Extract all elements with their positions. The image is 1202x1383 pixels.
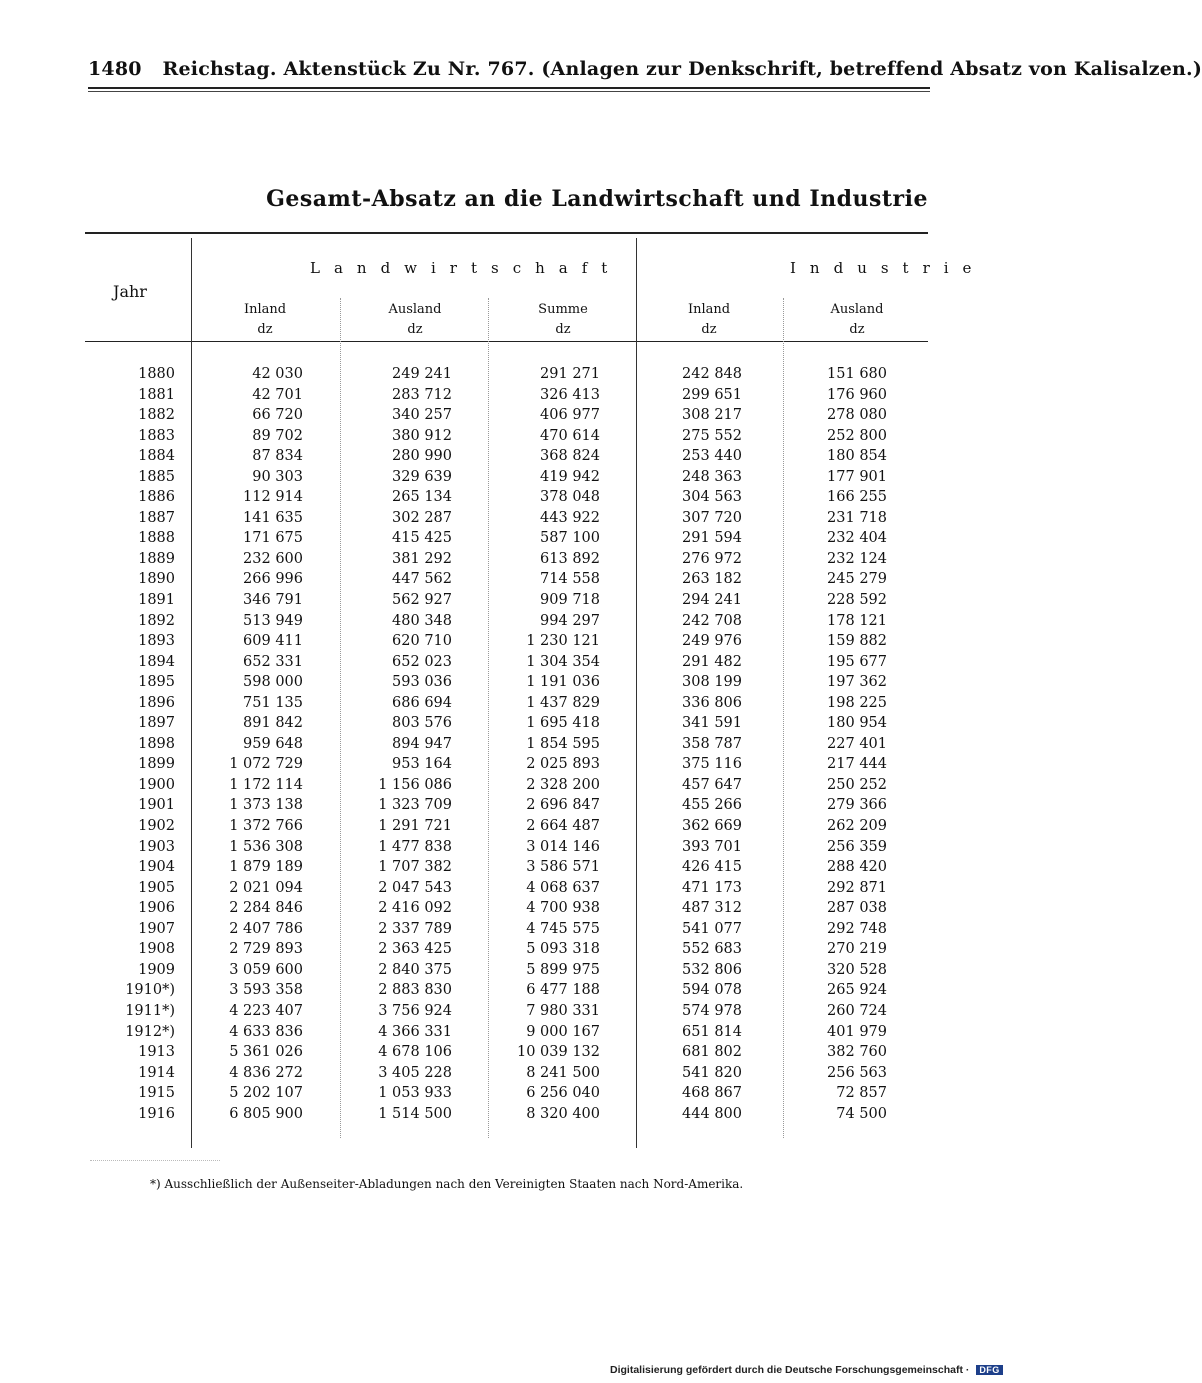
cell-l-inland: 513 949: [243, 612, 303, 629]
cell-l-ausland: 2 047 543: [378, 879, 452, 896]
cell-l-ausland: 1 477 838: [378, 838, 452, 855]
cell-l-ausland: 593 036: [392, 674, 452, 691]
table-row: [85, 713, 928, 734]
cell-l-summe: 368 824: [540, 448, 600, 465]
cell-l-inland: 2 284 846: [229, 900, 303, 917]
cell-l-inland: 1 072 729: [229, 756, 303, 773]
cell-l-ausland: 953 164: [392, 756, 452, 773]
cell-i-ausland: 288 420: [827, 859, 887, 876]
table-body: [85, 364, 928, 1124]
table-row: [85, 960, 928, 981]
table-row: [85, 1022, 928, 1043]
table-row: [85, 693, 928, 714]
cell-l-summe: 419 942: [540, 468, 600, 485]
cell-l-ausland: 340 257: [392, 407, 452, 424]
cell-year: 1915: [138, 1085, 175, 1102]
cell-l-inland: 6 805 900: [229, 1105, 303, 1122]
cell-year: 1897: [138, 715, 175, 732]
cell-year: 1882: [138, 407, 175, 424]
cell-l-inland: 4 223 407: [229, 1002, 303, 1019]
cell-i-inland: 307 720: [682, 509, 742, 526]
cell-i-ausland: 195 677: [827, 653, 887, 670]
cell-i-ausland: 231 718: [827, 509, 887, 526]
table-row: [85, 857, 928, 878]
cell-l-summe: 1 695 418: [526, 715, 600, 732]
cell-l-summe: 909 718: [540, 592, 600, 609]
cell-l-summe: 9 000 167: [526, 1023, 600, 1040]
cell-l-summe: 1 191 036: [526, 674, 600, 691]
cell-l-ausland: 1 053 933: [378, 1085, 452, 1102]
cell-l-summe: 994 297: [540, 612, 600, 629]
column-header: [205, 300, 325, 340]
table-title: Gesamt-Absatz an die Landwirtschaft und Industrie: [266, 186, 928, 212]
cell-l-ausland: 652 023: [392, 653, 452, 670]
cell-year: 1891: [138, 592, 175, 609]
cell-i-ausland: 262 209: [827, 818, 887, 835]
column-label: Inland: [243, 302, 287, 317]
cell-l-summe: 3 586 571: [526, 859, 600, 876]
cell-year: 1913: [138, 1044, 175, 1061]
cell-l-inland: 3 059 600: [229, 961, 303, 978]
cell-l-ausland: 1 707 382: [378, 859, 452, 876]
cell-i-inland: 291 594: [682, 530, 742, 547]
column-header: [503, 300, 623, 340]
cell-l-inland: 66 720: [252, 407, 303, 424]
table-row: [85, 611, 928, 632]
cell-l-ausland: 2 363 425: [378, 941, 452, 958]
cell-l-ausland: 894 947: [392, 735, 452, 752]
cell-i-ausland: 232 124: [827, 550, 887, 567]
header-rule-thin: [88, 91, 930, 92]
cell-l-inland: 90 303: [252, 468, 303, 485]
cell-l-ausland: 302 287: [392, 509, 452, 526]
table-row: [85, 508, 928, 529]
cell-l-inland: 1 879 189: [229, 859, 303, 876]
cell-i-ausland: 166 255: [827, 489, 887, 506]
cell-i-ausland: 180 854: [827, 448, 887, 465]
cell-year: 1895: [138, 674, 175, 691]
cell-l-summe: 8 320 400: [526, 1105, 600, 1122]
cell-i-inland: 299 651: [682, 386, 742, 403]
cell-year: 1881: [138, 386, 175, 403]
cell-year: 1885: [138, 468, 175, 485]
table-row: [85, 1042, 928, 1063]
cell-i-inland: 532 806: [682, 961, 742, 978]
column-unit: dz: [407, 322, 423, 337]
cell-l-inland: 2 021 094: [229, 879, 303, 896]
cell-l-ausland: 249 241: [392, 366, 452, 382]
cell-l-inland: 609 411: [243, 633, 303, 650]
cell-i-ausland: 250 252: [827, 776, 887, 793]
cell-l-ausland: 1 323 709: [378, 797, 452, 814]
table-row: [85, 898, 928, 919]
cell-l-inland: 141 635: [243, 509, 303, 526]
cell-i-inland: 248 363: [682, 468, 742, 485]
cell-year: 1899: [138, 756, 175, 773]
cell-l-inland: 266 996: [243, 571, 303, 588]
cell-i-inland: 294 241: [682, 592, 742, 609]
cell-year: 1880: [138, 366, 175, 382]
cell-l-summe: 6 256 040: [526, 1085, 600, 1102]
table-row: [85, 405, 928, 426]
cell-year: 1910*): [125, 982, 175, 999]
cell-i-ausland: 278 080: [827, 407, 887, 424]
cell-year: 1892: [138, 612, 175, 629]
table-row: [85, 1001, 928, 1022]
cell-l-ausland: 686 694: [392, 694, 452, 711]
cell-l-inland: 89 702: [252, 427, 303, 444]
cell-i-ausland: 292 871: [827, 879, 887, 896]
cell-i-inland: 457 647: [682, 776, 742, 793]
cell-i-ausland: 245 279: [827, 571, 887, 588]
cell-i-inland: 341 591: [682, 715, 742, 732]
cell-l-inland: 1 536 308: [229, 838, 303, 855]
cell-i-ausland: 178 121: [827, 612, 887, 629]
cell-i-ausland: 228 592: [827, 592, 887, 609]
cell-i-inland: 242 708: [682, 612, 742, 629]
cell-l-ausland: 2 337 789: [378, 920, 452, 937]
cell-i-inland: 308 199: [682, 674, 742, 691]
dfg-logo: DFG: [976, 1365, 1003, 1375]
cell-i-inland: 393 701: [682, 838, 742, 855]
table-row: [85, 919, 928, 940]
cell-year: 1884: [138, 448, 175, 465]
cell-i-inland: 574 978: [682, 1002, 742, 1019]
cell-l-ausland: 1 156 086: [378, 776, 452, 793]
cell-l-summe: 3 014 146: [526, 838, 600, 855]
cell-l-summe: 1 304 354: [526, 653, 600, 670]
column-header: [649, 300, 769, 340]
table-row: [85, 385, 928, 406]
cell-l-summe: 5 899 975: [526, 961, 600, 978]
cell-i-ausland: 382 760: [827, 1044, 887, 1061]
cell-l-summe: 1 437 829: [526, 694, 600, 711]
column-header: [355, 300, 475, 340]
table-row: [85, 528, 928, 549]
cell-year: 1890: [138, 571, 175, 588]
cell-i-inland: 336 806: [682, 694, 742, 711]
cell-i-ausland: 197 362: [827, 674, 887, 691]
table-row: [85, 1063, 928, 1084]
cell-l-summe: 7 980 331: [526, 1002, 600, 1019]
table-row: [85, 1083, 928, 1104]
cell-i-inland: 242 848: [682, 366, 742, 382]
column-label: Summe: [538, 302, 588, 317]
cell-l-inland: 1 373 138: [229, 797, 303, 814]
cell-year: 1911*): [125, 1002, 175, 1019]
column-unit: dz: [257, 322, 273, 337]
cell-i-inland: 468 867: [682, 1085, 742, 1102]
group-header-industrie: Industrie: [790, 259, 986, 277]
cell-i-ausland: 256 563: [827, 1064, 887, 1081]
cell-l-summe: 4 068 637: [526, 879, 600, 896]
cell-l-inland: 4 633 836: [229, 1023, 303, 1040]
cell-l-ausland: 2 416 092: [378, 900, 452, 917]
digitization-text: Digitalisierung gefördert durch die Deutsche Forschungsgemeinschaft ·: [610, 1364, 970, 1376]
table-row: [85, 775, 928, 796]
cell-i-inland: 253 440: [682, 448, 742, 465]
cell-l-inland: 751 135: [243, 694, 303, 711]
cell-i-inland: 471 173: [682, 879, 742, 896]
cell-i-ausland: 74 500: [836, 1105, 887, 1122]
cell-l-inland: 112 914: [243, 489, 303, 506]
cell-l-summe: 4 745 575: [526, 920, 600, 937]
cell-l-ausland: 3 405 228: [378, 1064, 452, 1081]
cell-l-summe: 8 241 500: [526, 1064, 600, 1081]
cell-i-ausland: 72 857: [836, 1085, 887, 1102]
cell-year: 1916: [138, 1105, 175, 1122]
footnote: *) Ausschließlich der Außenseiter-Abladungen nach den Vereinigten Staaten nach Nord-Amerika.: [150, 1177, 744, 1191]
column-label: Inland: [687, 302, 731, 317]
cell-year: 1883: [138, 427, 175, 444]
cell-i-inland: 681 802: [682, 1044, 742, 1061]
cell-i-inland: 455 266: [682, 797, 742, 814]
cell-year: 1908: [138, 941, 175, 958]
cell-l-summe: 2 025 893: [526, 756, 600, 773]
cell-l-inland: 598 000: [243, 674, 303, 691]
cell-i-ausland: 177 901: [827, 468, 887, 485]
cell-year: 1904: [138, 859, 175, 876]
cell-l-inland: 891 842: [243, 715, 303, 732]
table-row: [85, 754, 928, 775]
table-row: [85, 426, 928, 447]
cell-l-inland: 959 648: [243, 735, 303, 752]
cell-i-ausland: 287 038: [827, 900, 887, 917]
table-row: [85, 652, 928, 673]
table-row: [85, 487, 928, 508]
cell-l-ausland: 2 840 375: [378, 961, 452, 978]
digitization-note: [610, 1364, 1003, 1376]
table-row: [85, 980, 928, 1001]
cell-year: 1898: [138, 735, 175, 752]
cell-i-inland: 276 972: [682, 550, 742, 567]
column-unit: dz: [849, 322, 865, 337]
cell-i-inland: 541 820: [682, 1064, 742, 1081]
column-unit: dz: [555, 322, 571, 337]
column-label: Ausland: [830, 302, 884, 317]
cell-year: 1902: [138, 818, 175, 835]
cell-l-summe: 2 664 487: [526, 818, 600, 835]
header-rule: [88, 87, 930, 89]
cell-l-ausland: 2 883 830: [378, 982, 452, 999]
cell-l-inland: 2 407 786: [229, 920, 303, 937]
cell-l-inland: 4 836 272: [229, 1064, 303, 1081]
cell-year: 1893: [138, 633, 175, 650]
cell-i-ausland: 256 359: [827, 838, 887, 855]
cell-l-summe: 2 696 847: [526, 797, 600, 814]
cell-l-ausland: 380 912: [392, 427, 452, 444]
group-header-landwirtschaft: Landwirtschaft: [310, 259, 622, 277]
cell-i-inland: 552 683: [682, 941, 742, 958]
cell-l-summe: 326 413: [540, 386, 600, 403]
cell-year: 1903: [138, 838, 175, 855]
table-row: [85, 795, 928, 816]
cell-l-ausland: 1 291 721: [378, 818, 452, 835]
cell-year: 1906: [138, 900, 175, 917]
header-text: Reichstag. Aktenstück Zu Nr. 767. (Anlagen zur Denkschrift, betreffend Absatz von Kalisalzen.): [162, 58, 1202, 80]
page-header: [88, 58, 1202, 80]
table-row: [85, 569, 928, 590]
cell-i-inland: 358 787: [682, 735, 742, 752]
cell-l-inland: 5 202 107: [229, 1085, 303, 1102]
cell-l-summe: 5 093 318: [526, 941, 600, 958]
cell-l-ausland: 329 639: [392, 468, 452, 485]
cell-l-ausland: 3 756 924: [378, 1002, 452, 1019]
cell-year: 1914: [138, 1064, 175, 1081]
cell-l-summe: 1 230 121: [526, 633, 600, 650]
footnote-separator: [90, 1160, 220, 1161]
cell-i-ausland: 180 954: [827, 715, 887, 732]
cell-i-ausland: 270 219: [827, 941, 887, 958]
table-row: [85, 878, 928, 899]
cell-i-inland: 304 563: [682, 489, 742, 506]
cell-l-inland: 652 331: [243, 653, 303, 670]
cell-i-ausland: 279 366: [827, 797, 887, 814]
cell-year: 1886: [138, 489, 175, 506]
cell-l-inland: 346 791: [243, 592, 303, 609]
cell-l-summe: 6 477 188: [526, 982, 600, 999]
cell-year: 1900: [138, 776, 175, 793]
table-top-rule: [85, 232, 928, 234]
cell-l-inland: 5 361 026: [229, 1044, 303, 1061]
table-row: [85, 446, 928, 467]
cell-l-inland: 42 030: [252, 366, 303, 382]
cell-l-summe: 714 558: [540, 571, 600, 588]
cell-l-inland: 87 834: [252, 448, 303, 465]
cell-l-inland: 1 172 114: [229, 776, 303, 793]
cell-i-inland: 651 814: [682, 1023, 742, 1040]
cell-i-inland: 362 669: [682, 818, 742, 835]
cell-l-summe: 291 271: [540, 366, 600, 382]
cell-i-ausland: 217 444: [827, 756, 887, 773]
cell-l-ausland: 280 990: [392, 448, 452, 465]
cell-i-inland: 541 077: [682, 920, 742, 937]
cell-l-ausland: 265 134: [392, 489, 452, 506]
cell-l-summe: 587 100: [540, 530, 600, 547]
cell-i-inland: 275 552: [682, 427, 742, 444]
cell-i-inland: 375 116: [682, 756, 742, 773]
cell-year: 1905: [138, 879, 175, 896]
table-row: [85, 939, 928, 960]
cell-l-ausland: 803 576: [392, 715, 452, 732]
cell-i-inland: 308 217: [682, 407, 742, 424]
cell-l-ausland: 620 710: [392, 633, 452, 650]
column-label: Ausland: [388, 302, 442, 317]
cell-l-ausland: 4 678 106: [378, 1044, 452, 1061]
cell-i-inland: 444 800: [682, 1105, 742, 1122]
cell-i-ausland: 232 404: [827, 530, 887, 547]
cell-i-ausland: 265 924: [827, 982, 887, 999]
cell-l-ausland: 381 292: [392, 550, 452, 567]
table-row: [85, 549, 928, 570]
cell-year: 1901: [138, 797, 175, 814]
column-unit: dz: [701, 322, 717, 337]
cell-i-inland: 291 482: [682, 653, 742, 670]
table-row: [85, 590, 928, 611]
cell-i-ausland: 320 528: [827, 961, 887, 978]
cell-year: 1889: [138, 550, 175, 567]
cell-l-summe: 470 614: [540, 427, 600, 444]
cell-l-ausland: 4 366 331: [378, 1023, 452, 1040]
cell-l-summe: 406 977: [540, 407, 600, 424]
cell-i-ausland: 227 401: [827, 735, 887, 752]
cell-i-ausland: 198 225: [827, 694, 887, 711]
cell-l-ausland: 415 425: [392, 530, 452, 547]
cell-l-ausland: 562 927: [392, 592, 452, 609]
cell-i-ausland: 252 800: [827, 427, 887, 444]
cell-year: 1912*): [125, 1023, 175, 1040]
cell-i-inland: 487 312: [682, 900, 742, 917]
cell-i-ausland: 151 680: [827, 366, 887, 382]
table-row: [85, 467, 928, 488]
cell-l-inland: 3 593 358: [229, 982, 303, 999]
year-column-header: Jahr: [113, 282, 147, 301]
cell-l-summe: 4 700 938: [526, 900, 600, 917]
page-number: 1480: [88, 58, 142, 80]
cell-year: 1907: [138, 920, 175, 937]
cell-l-inland: 171 675: [243, 530, 303, 547]
cell-l-summe: 378 048: [540, 489, 600, 506]
cell-i-inland: 426 415: [682, 859, 742, 876]
table-row: [85, 631, 928, 652]
cell-year: 1887: [138, 509, 175, 526]
cell-year: 1909: [138, 961, 175, 978]
table-row: [85, 672, 928, 693]
cell-year: 1894: [138, 653, 175, 670]
cell-i-inland: 263 182: [682, 571, 742, 588]
cell-l-summe: 613 892: [540, 550, 600, 567]
cell-year: 1896: [138, 694, 175, 711]
cell-i-inland: 249 976: [682, 633, 742, 650]
cell-i-ausland: 401 979: [827, 1023, 887, 1040]
cell-i-ausland: 260 724: [827, 1002, 887, 1019]
cell-l-summe: 2 328 200: [526, 776, 600, 793]
table-row: [85, 816, 928, 837]
cell-l-inland: 1 372 766: [229, 818, 303, 835]
cell-l-ausland: 1 514 500: [378, 1105, 452, 1122]
cell-l-inland: 42 701: [252, 386, 303, 403]
cell-l-summe: 1 854 595: [526, 735, 600, 752]
table-row: [85, 837, 928, 858]
cell-i-ausland: 159 882: [827, 633, 887, 650]
cell-i-ausland: 292 748: [827, 920, 887, 937]
table-row: [85, 1104, 928, 1125]
column-header: [797, 300, 917, 340]
cell-year: 1888: [138, 530, 175, 547]
table-row: [85, 364, 928, 385]
cell-i-inland: 594 078: [682, 982, 742, 999]
cell-l-summe: 443 922: [540, 509, 600, 526]
table-header-rule: [85, 341, 928, 342]
cell-l-inland: 2 729 893: [229, 941, 303, 958]
cell-l-ausland: 480 348: [392, 612, 452, 629]
table-row: [85, 734, 928, 755]
cell-l-ausland: 283 712: [392, 386, 452, 403]
cell-i-ausland: 176 960: [827, 386, 887, 403]
cell-l-summe: 10 039 132: [516, 1044, 600, 1061]
cell-l-inland: 232 600: [243, 550, 303, 567]
cell-l-ausland: 447 562: [392, 571, 452, 588]
